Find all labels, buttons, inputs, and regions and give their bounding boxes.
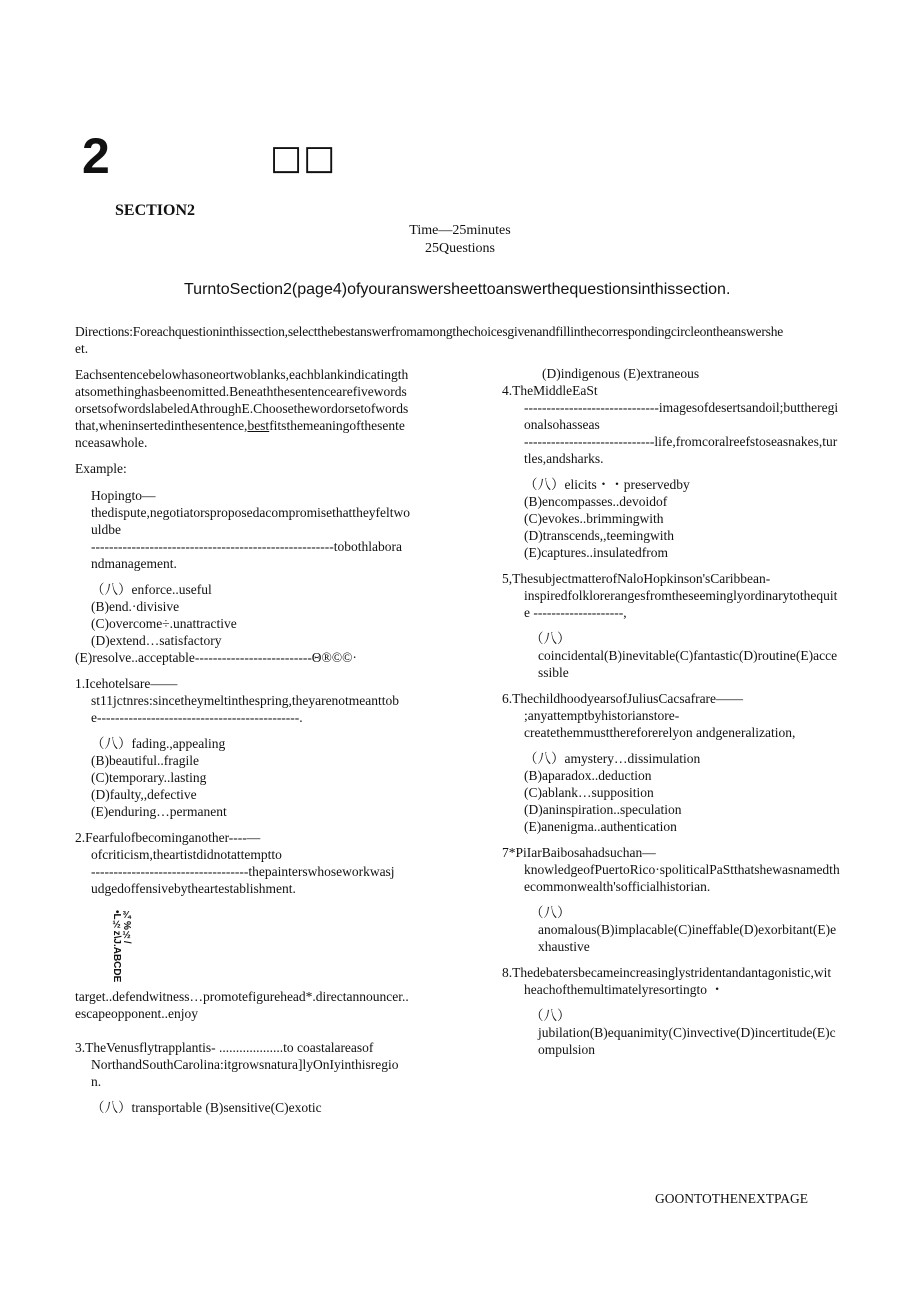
question-4: 4.TheMiddleEaSt ------------------------------imagesofdesertsandoil;buttheregi onalsohasseas -----------------------------life,fromcoralreefstoseasnakes,tur tles,andsharks. （八）elicits・・preservedby (B)encompasses..devoidof (C)evokes..brimmingwith (D)transcends,,teemingwith (E)captures..insulatedfrom <box>502 382 872 561</box>
instructions: Eachsentencebelowhasoneortwoblanks,eachblankindicatingth atsomethinghasbeenomitted.Beneaththesentencearefivewords orsetsofwordslabeledAthroughE.Choosethewordorsetofwords that,wheninsertedinthesentence,bestfitsthemeaningofthesente nceasawhole. <box>75 367 409 450</box>
question-7: 7*PiIarBaibosahadsuchan— knowledgeofPuertoRico·spoliticalPaStthatshewasnamedth ecommonwealth'sofficialhistorian. （八） anomalous(B)implacable(C)ineffable(D)exorbitant(E)e xhaustive <box>502 844 872 955</box>
example: Example: Hopingto— thedispute,negotiatorsproposedacompromisethattheyfeltwo uldbe ------------------------------------------------------tobothlabora ndmanagement. （八）enforce..useful (B)end.·divisive (C)overcome÷.unattractive (D)extend…satisfactory (E)resolve..acceptable--------------------------Θ®©©· <box>75 460 455 666</box>
q1-choice-d: (D)faulty,,defective <box>91 787 197 802</box>
example-choice-e: (E)resolve..acceptable--------------------------Θ®©©· <box>75 650 357 665</box>
q8-choices: jubilation(B)equanimity(C)invective(D)incertitude(E)c <box>538 1025 836 1040</box>
question-3: 3.TheVenusflytrapplantis- ...................to coastalareasof NorthandSouthCarolina:itgrowsnatura]lyOnIyinthisregio n. （八）transportable (B)sensitive(C)exotic <box>75 1039 455 1116</box>
q2-answers: target..defendwitness…promotefigurehead*.directannouncer.. escapeopponent..enjoy <box>75 989 409 1021</box>
q4-choice-d: (D)transcends,,teemingwith <box>524 528 674 543</box>
q1-choice-e: (E)enduring…permanent <box>91 804 227 819</box>
section-title: SECTION2 <box>115 202 196 219</box>
q6-choice-c: (C)ablank…supposition <box>524 785 654 800</box>
directions-line-2: et. <box>75 341 89 356</box>
example-choice-b: (B)end.·divisive <box>91 599 180 614</box>
turn-to-instruction: TurntoSection2(page4)ofyouranswersheettoanswerthequestionsinthissection. <box>184 281 731 298</box>
q6-choice-e: (E)anenigma..authentication <box>524 819 677 834</box>
question-1: 1.Icehotelsare—— st11jctnres:sincetheymeltinthespring,theyarenotmeanttob e---------------------------------------------. （八）fading.,appealing (B)beautiful..fragile (C)temporary..lasting (D)faulty,,defective (E)enduring…permanent <box>75 675 455 820</box>
question-count: 25Questions <box>425 241 495 256</box>
go-on-next-page: GOONTOTHENEXTPAGE <box>655 1191 808 1206</box>
left-column <box>75 366 455 897</box>
q7-choices: anomalous(B)implacable(C)ineffable(D)exorbitant(E)e <box>538 922 837 937</box>
question-2: 2.Fearfulofbecominganother----— ofcriticism,theartistdidnotattemptto -----------------------------------thepainterswhoseworkwasj udgedoffensivebytheartestablishment. <box>75 830 395 896</box>
example-choice-a: （八）enforce..useful <box>91 582 212 597</box>
example-choice-d: (D)extend…satisfactory <box>91 633 222 648</box>
q4-choice-e: (E)captures..insulatedfrom <box>524 545 668 560</box>
q7-choice-a-label: （八） <box>530 905 571 920</box>
question-8: 8.Thedebatersbecameincreasinglystridentandantagonistic,wit heachofthemultimatelyresortingto ・ （八） jubilation(B)equanimity(C)invective(D)incertitude(E)c ompulsion <box>502 964 872 1058</box>
section-number: 2 <box>82 128 110 184</box>
question-5: 5,ThesubjectmatterofNaloHopkinson'sCaribbean- inspiredfolklorerangesfromtheseeminglyordinarytothequit e --------------------, （八） coincidental(B)inevitable(C)fantastic(D)routine(E)acce ssible <box>502 570 872 681</box>
q6-choice-a: （八）amystery…dissimulation <box>524 751 701 766</box>
right-column <box>502 365 872 1058</box>
example-choice-c: (C)overcome÷.unattractive <box>91 616 237 631</box>
q6-choice-b: (B)aparadox..deduction <box>524 768 652 783</box>
directions-line-1: Directions:Foreachquestioninthissection,selectthebestanswerfromamongthechoicesgivenandfillinthecorrespondingcircleontheanswershe <box>75 324 784 339</box>
q6-choice-d: (D)aninspiration..speculation <box>524 802 682 817</box>
q1-choice-b: (B)beautiful..fragile <box>91 753 199 768</box>
example-label: Example: <box>75 461 127 476</box>
q3-choices-abc: （八）transportable (B)sensitive(C)exotic <box>91 1100 322 1115</box>
q2-choice-letters-rotated: ¾%½/•L½z\J.ABCDE <box>111 910 132 983</box>
q1-choice-a: （八）fading.,appealing <box>91 736 226 751</box>
q8-choice-a-label: （八） <box>530 1008 571 1023</box>
q5-choice-a-label: （八） <box>530 631 571 646</box>
q5-choices: coincidental(B)inevitable(C)fantastic(D)routine(E)acce <box>538 648 838 663</box>
q3-choices-de: (D)indigenous (E)extraneous <box>542 366 700 381</box>
q1-choice-c: (C)temporary..lasting <box>91 770 207 785</box>
time-limit: Time—25minutes <box>409 223 511 238</box>
title-placeholder-boxes: □□ <box>270 138 337 178</box>
q4-choice-a: （八）elicits・・preservedby <box>524 477 690 492</box>
q4-choice-b: (B)encompasses..devoidof <box>524 494 668 509</box>
question-6: 6.ThechildhoodyearsofJuliusCacsafrare—— ;anyattemptbyhistorianstore- createthemmustthereforerelyon andgeneralization, （八）amystery…dissimulation (B)aparadox..deduction (C)ablank…supposition (D)aninspiration..speculation (E)anenigma..authentication <box>502 690 872 835</box>
q4-choice-c: (C)evokes..brimmingwith <box>524 511 664 526</box>
